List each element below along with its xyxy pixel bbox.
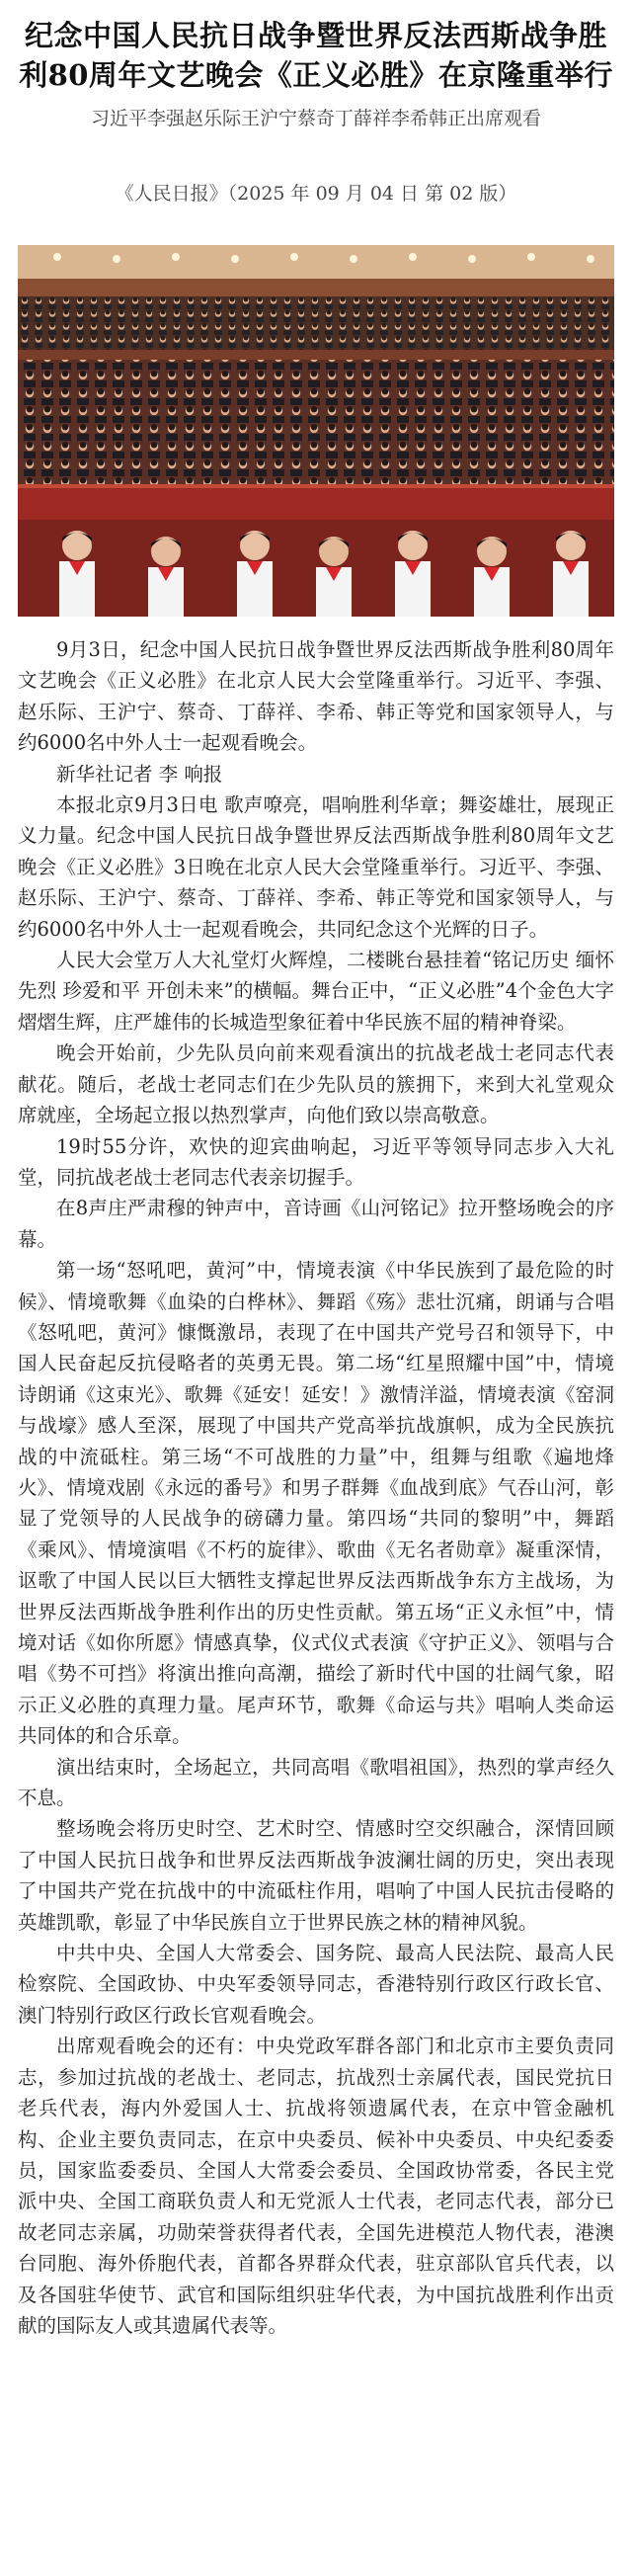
byline: 新华社记者 李 响报 — [56, 762, 223, 786]
paragraph: 19时55分许，欢快的迎宾曲响起，习近平等领导同志步入大礼堂，同抗战老战士老同志代表亲切握手。 — [18, 1134, 614, 1189]
paragraph: 第一场“怒吼吧，黄河”中，情境表演《中华民族到了最危险的时候》、情境歌舞《血染的白桦林》、舞蹈《殇》悲壮沉痛，朗诵与合唱《怒吼吧，黄河》慷慨激昂，表现了在中国共产党号召和领导下，中国人民奋起反抗侵略者的英勇无畏。第二场“红星照耀中国”中，情境诗朗诵《这束光》、歌舞《延安！延安！》激情洋溢，情境表演《窑洞与战壕》感人至深，展现了中国共产党高举抗战旗帜，成为全民族抗战的中流砥柱。第三场“不可战胜的力量”中，组舞与组歌《遍地烽火》、情境戏剧《永远的番号》和男子群舞《血战到底》气吞山河，彰显了党领导的人民战争的磅礴力量。第四场“共同的黎明”中，舞蹈《乘风》、情境演唱《不朽的旋律》、歌曲《无名者勋章》凝重深情，讴歌了中国人民以巨大牺牲支撑起世界反法西斯战争东方主战场，为世界反法西斯战争胜利作出的历史性贡献。第五场“正义永恒”中，情境对话《如你所愿》情感真挚，仪式仪式表演《守护正义》、领唱与合唱《势不可挡》将演出推向高潮，描绘了新时代中国的壮阔气象，昭示正义必胜的真理力量。尾声环节，歌舞《命运与共》唱响人类命运共同体的和合乐章。 — [18, 1259, 614, 1748]
paragraph: 本报北京9月3日电 歌声嘹亮，唱响胜利华章；舞姿雄壮，展现正义力量。纪念中国人民抗日战争暨世界反法西斯战争胜利80周年文艺晚会《正义必胜》3日晚在北京人民大会堂隆重举行。习近平、李强、赵乐际、王沪宁、蔡奇、丁薛祥、李希、韩正等党和国家领导人，与约6000名中外人士一起观看晚会，共同纪念这个光辉的日子。 — [18, 793, 614, 941]
article-source: 《人民日报》（2025 年 09 月 04 日 第 02 版） — [115, 183, 517, 205]
article-body — [18, 634, 614, 2341]
article-subtitle: 习近平李强赵乐际王沪宁蔡奇丁薛祥李希韩正出席观看 — [90, 108, 541, 129]
paragraph: 在8声庄严肃穆的钟声中，音诗画《山河铭记》拉开整场晚会的序幕。 — [18, 1197, 614, 1251]
paragraph: 人民大会堂万人大礼堂灯火辉煌，二楼眺台悬挂着“铭记历史 缅怀先烈 珍爱和平 开创未来”的横幅。舞台正中，“正义必胜”4个金色大字熠熠生辉，庄严雄伟的长城造型象征着中华民族不屈的精神脊梁。 — [18, 949, 614, 1034]
paragraph: 出席观看晚会的还有：中央党政军群各部门和北京市主要负责同志，参加过抗战的老战士、老同志，抗战烈士亲属代表，国民党抗日老兵代表，海内外爱国人士、抗战将领遗属代表，在京中管金融机构、企业主要负责同志，在京中央委员、候补中央委员、中央纪委委员，国家监委委员、全国人大常委会委员、全国政协常委，各民主党派中央、全国工商联负责人和无党派人士代表，老同志代表，部分已故老同志亲属，功勋荣誉获得者代表，全国先进模范人物代表，港澳台同胞、海外侨胞代表，首都各界群众代表，驻京部队官兵代表，以及各国驻华使节、武官和国际组织驻华代表，为中国抗战胜利作出贡献的国际友人或其遗属代表等。 — [18, 2035, 614, 2337]
paragraph: 演出结束时，全场起立，共同高唱《歌唱祖国》，热烈的掌声经久不息。 — [18, 1755, 614, 1810]
photo-audience-children-icon — [18, 245, 614, 617]
paragraph: 中共中央、全国人大常委会、国务院、最高人民法院、最高人民检察院、全国政协、中央军委领导同志，香港特别行政区行政长官、澳门特别行政区行政长官观看晚会。 — [18, 1942, 614, 2027]
paragraph: 晚会开始前，少先队员向前来观看演出的抗战老战士老同志代表献花。随后，老战士老同志们在少先队员的簇拥下，来到大礼堂观众席就座，全场起立报以热烈掌声，向他们致以崇高敬意。 — [18, 1041, 614, 1127]
paragraph: 整场晚会将历史时空、艺术时空、情感时空交织融合，深情回顾了中国人民抗日战争和世界反法西斯战争波澜壮阔的历史，突出表现了中国共产党在抗战中的中流砥柱作用，唱响了中国人民抗击侵略的英雄凯歌，彰显了中华民族自立于世界民族之林的精神风貌。 — [18, 1817, 614, 1934]
article-title: 纪念中国人民抗日战争暨世界反法西斯战争胜利80周年文艺晚会《正义必胜》在京隆重举行 — [19, 19, 613, 92]
paragraph: 9月3日，纪念中国人民抗日战争暨世界反法西斯战争胜利80周年文艺晚会《正义必胜》在北京人民大会堂隆重举行。习近平、李强、赵乐际、王沪宁、蔡奇、丁薛祥、李希、韩正等党和国家领导人，与约6000名中外人士一起观看晚会。 — [18, 638, 614, 755]
